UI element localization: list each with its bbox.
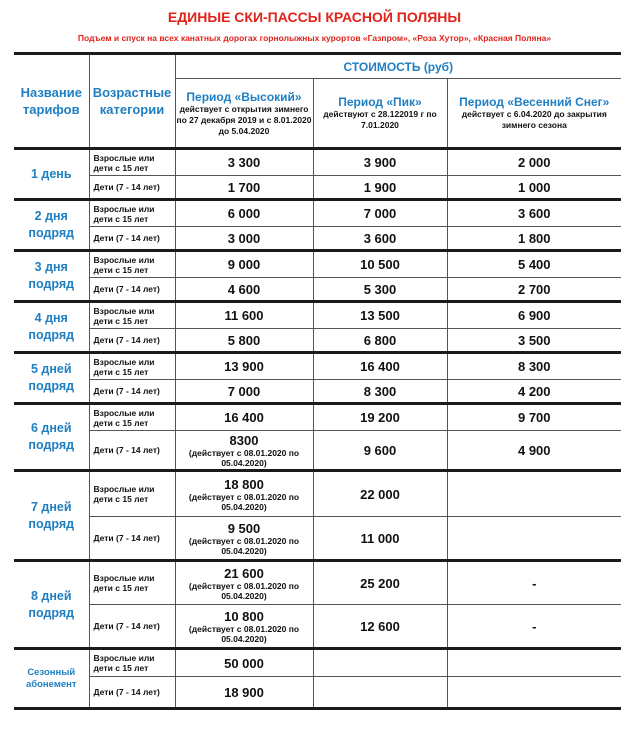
price-cell: 9 600 bbox=[313, 431, 447, 471]
price-note: (действует с 08.01.2020 по 05.04.2020) bbox=[188, 623, 300, 644]
period-title: Период «Высокий» bbox=[186, 89, 302, 104]
price-cell: 22 000 bbox=[313, 471, 447, 517]
period-high bbox=[175, 79, 313, 149]
price-cell: 25 200 bbox=[313, 561, 447, 605]
table-row bbox=[14, 431, 621, 471]
category-adult: Взрослые или дети с 15 лет bbox=[89, 149, 175, 176]
price-cell: 10 500 bbox=[313, 251, 447, 278]
price-cell: 11 000 bbox=[313, 517, 447, 561]
category-adult: Взрослые или дети с 15 лет bbox=[89, 302, 175, 329]
tariff-name: 8 дней подряд bbox=[28, 588, 75, 620]
price-cell: 1 800 bbox=[447, 227, 621, 251]
tariff-name: 6 дней подряд bbox=[28, 421, 75, 452]
category-child: Дети (7 - 14 лет) bbox=[89, 227, 175, 251]
category-adult: Взрослые или дети с 15 лет bbox=[89, 251, 175, 278]
price-cell bbox=[447, 677, 621, 709]
tariff-name: 7 дней подряд bbox=[28, 499, 75, 531]
price-cell: 4 900 bbox=[447, 431, 621, 471]
category-child: Дети (7 - 14 лет) bbox=[89, 677, 175, 709]
price-cell: 3 300 bbox=[175, 149, 313, 176]
category-child: Дети (7 - 14 лет) bbox=[89, 431, 175, 471]
price-cell: 13 900 bbox=[175, 353, 313, 380]
price-cell: - bbox=[447, 605, 621, 649]
price-cell bbox=[447, 649, 621, 677]
price-value: 10 800 bbox=[224, 608, 264, 624]
price-cell: 18 900 bbox=[175, 677, 313, 709]
period-desc: действует с открытия зимнего по 27 декабря 2019 и с 8.01.2020 до 5.04.2020 bbox=[176, 103, 312, 136]
price-note: (действует с 08.01.2020 по 05.04.2020) bbox=[188, 447, 300, 468]
price-cell: 16 400 bbox=[175, 404, 313, 431]
category-child: Дети (7 - 14 лет) bbox=[89, 605, 175, 649]
price-cell: 9 700 bbox=[447, 404, 621, 431]
header-category-col: Возрастные категории bbox=[89, 54, 175, 149]
category-adult: Взрослые или дети с 15 лет bbox=[89, 471, 175, 517]
price-cell: 9 000 bbox=[175, 251, 313, 278]
period-desc: действует с 6.04.2020 до закрытия зимнего сезона bbox=[461, 109, 607, 130]
period-title: Период «Весенний Снег» bbox=[459, 95, 610, 109]
price-cell: 5 300 bbox=[313, 278, 447, 302]
price-cell: 2 000 bbox=[447, 149, 621, 176]
table-row bbox=[14, 517, 621, 561]
header-cost: СТОИМОСТЬ (руб) bbox=[175, 54, 621, 79]
table-row bbox=[14, 380, 621, 404]
table-row bbox=[14, 251, 621, 278]
category-child: Дети (7 - 14 лет) bbox=[89, 176, 175, 200]
period-spring bbox=[447, 79, 621, 149]
table-row bbox=[14, 605, 621, 649]
table-row bbox=[14, 278, 621, 302]
table-row bbox=[14, 677, 621, 709]
price-cell bbox=[313, 677, 447, 709]
price-value: 21 600 bbox=[224, 565, 264, 581]
price-cell bbox=[313, 649, 447, 677]
price-cell: 1 700 bbox=[175, 176, 313, 200]
price-cell: 8 300 bbox=[313, 380, 447, 404]
category-adult: Взрослые или дети с 15 лет bbox=[89, 561, 175, 605]
header-name-col: Название тарифов bbox=[20, 85, 82, 117]
price-cell: 7 000 bbox=[313, 200, 447, 227]
price-cell: 6 800 bbox=[313, 329, 447, 353]
price-cell: 19 200 bbox=[313, 404, 447, 431]
price-cell bbox=[447, 471, 621, 517]
price-cell: 13 500 bbox=[313, 302, 447, 329]
table-row bbox=[14, 200, 621, 227]
price-cell: 4 600 bbox=[175, 278, 313, 302]
price-cell: 2 700 bbox=[447, 278, 621, 302]
price-value: 8300 bbox=[229, 432, 259, 448]
price-value: 9 500 bbox=[227, 520, 261, 536]
period-title: Период «Пик» bbox=[338, 95, 422, 109]
price-cell: 3 600 bbox=[313, 227, 447, 251]
price-cell: 3 000 bbox=[175, 227, 313, 251]
price-cell bbox=[175, 561, 313, 605]
tariff-name: 2 дня подряд bbox=[28, 209, 75, 240]
table-row bbox=[14, 404, 621, 431]
price-cell: 6 900 bbox=[447, 302, 621, 329]
category-child: Дети (7 - 14 лет) bbox=[89, 278, 175, 302]
price-cell bbox=[175, 605, 313, 649]
period-desc: действуют с 28.122019 г по 7.01.2020 bbox=[323, 109, 437, 130]
price-cell: 16 400 bbox=[313, 353, 447, 380]
price-note: (действует с 08.01.2020 по 05.04.2020) bbox=[188, 535, 300, 556]
price-cell bbox=[175, 517, 313, 561]
price-cell: 11 600 bbox=[175, 302, 313, 329]
tariff-name: 3 дня подряд bbox=[28, 260, 75, 291]
price-cell: - bbox=[447, 561, 621, 605]
category-child: Дети (7 - 14 лет) bbox=[89, 329, 175, 353]
tariff-name: Сезонный абонемент bbox=[25, 666, 77, 690]
price-cell: 5 800 bbox=[175, 329, 313, 353]
price-cell: 7 000 bbox=[175, 380, 313, 404]
category-adult: Взрослые или дети с 15 лет bbox=[89, 200, 175, 227]
table-row bbox=[14, 176, 621, 200]
category-child: Дети (7 - 14 лет) bbox=[89, 380, 175, 404]
table-row bbox=[14, 149, 621, 176]
price-cell bbox=[175, 431, 313, 471]
price-cell bbox=[447, 517, 621, 561]
price-cell bbox=[175, 471, 313, 517]
price-note: (действует с 08.01.2020 по 05.04.2020) bbox=[188, 491, 300, 512]
price-cell: 12 600 bbox=[313, 605, 447, 649]
price-cell: 4 200 bbox=[447, 380, 621, 404]
price-cell: 1 000 bbox=[447, 176, 621, 200]
table-row bbox=[14, 329, 621, 353]
table-row bbox=[14, 353, 621, 380]
category-adult: Взрослые или дети с 15 лет bbox=[89, 404, 175, 431]
category-child: Дети (7 - 14 лет) bbox=[89, 517, 175, 561]
price-note: (действует с 08.01.2020 по 05.04.2020) bbox=[188, 580, 300, 601]
price-cell: 8 300 bbox=[447, 353, 621, 380]
table-row bbox=[14, 561, 621, 605]
category-adult: Взрослые или дети с 15 лет bbox=[89, 649, 175, 677]
price-value: 18 800 bbox=[224, 476, 264, 492]
tariff-table bbox=[14, 52, 621, 710]
table-row bbox=[14, 302, 621, 329]
page-title: ЕДИНЫЕ СКИ-ПАССЫ КРАСНОЙ ПОЛЯНЫ bbox=[167, 9, 462, 25]
tariff-name: 1 день bbox=[30, 166, 72, 181]
tariff-name: 4 дня подряд bbox=[28, 311, 75, 342]
price-cell: 3 500 bbox=[447, 329, 621, 353]
price-cell: 1 900 bbox=[313, 176, 447, 200]
period-peak bbox=[313, 79, 447, 149]
price-cell: 50 000 bbox=[175, 649, 313, 677]
price-cell: 5 400 bbox=[447, 251, 621, 278]
table-row bbox=[14, 649, 621, 677]
page-subtitle: Подъем и спуск на всех канатных дорогах горнолыжных курортов «Газпром», «Роза Хутор», «Красная Поляна» bbox=[77, 33, 552, 43]
price-cell: 3 600 bbox=[447, 200, 621, 227]
table-row bbox=[14, 471, 621, 517]
category-adult: Взрослые или дети с 15 лет bbox=[89, 353, 175, 380]
price-cell: 6 000 bbox=[175, 200, 313, 227]
table-row bbox=[14, 227, 621, 251]
tariff-name: 5 дней подряд bbox=[28, 362, 75, 393]
price-cell: 3 900 bbox=[313, 149, 447, 176]
